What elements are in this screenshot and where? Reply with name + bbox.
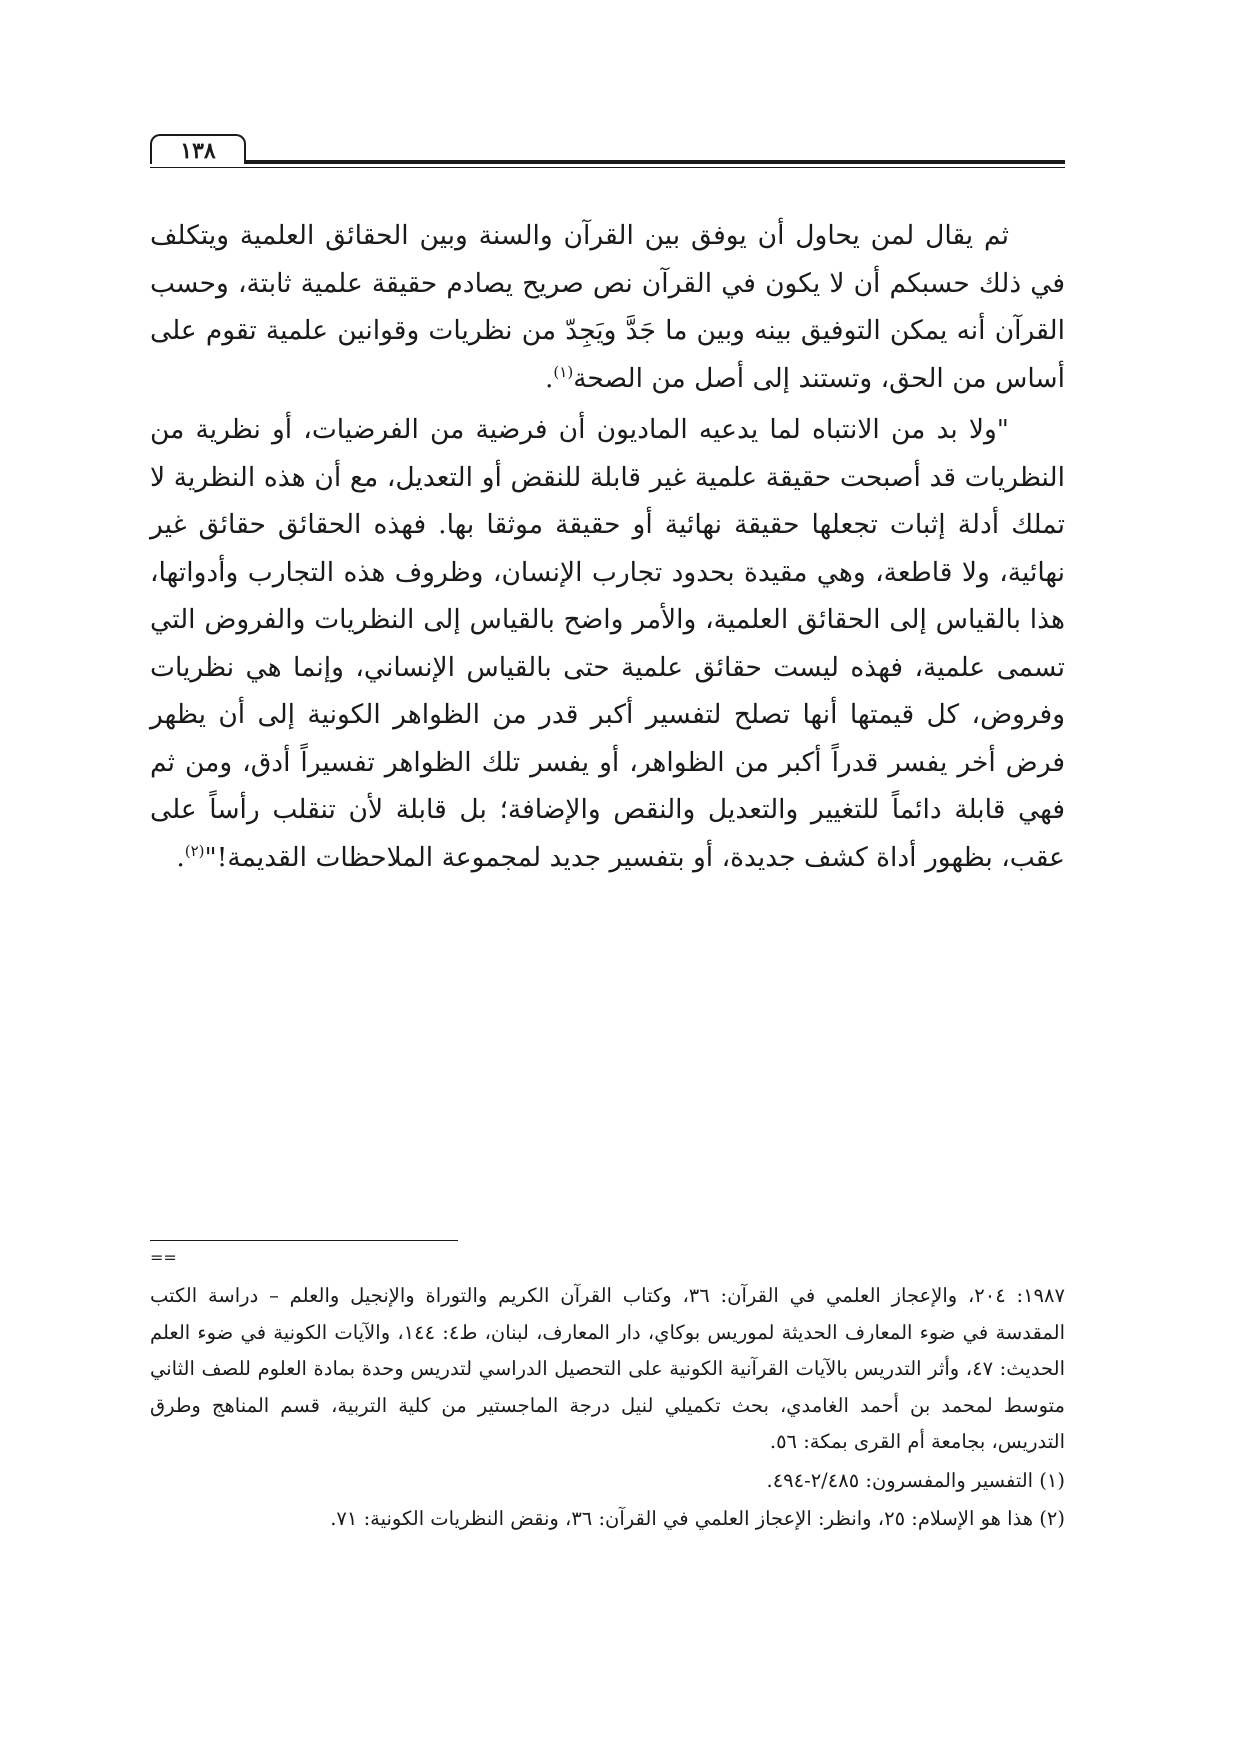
main-text xyxy=(150,212,1065,881)
footnote-2: (٢) هذا هو الإسلام: ٢٥، وانظر: الإعجاز العلمي في القرآن: ٣٦، ونقض النظريات الكونية: ٧١. xyxy=(330,1507,1065,1530)
header-rule-thick xyxy=(150,160,1065,164)
footnotes xyxy=(150,1278,1065,1538)
footnote-continuation-mark: == xyxy=(150,1248,177,1267)
footnote-1: (١) التفسير والمفسرون: ٢/٤٨٥-٤٩٤. xyxy=(766,1468,1065,1492)
paragraph-2-end: . xyxy=(176,841,185,873)
footnote-continuation: ١٩٨٧: ٢٠٤، والإعجاز العلمي في القرآن: ٣٦، وكتاب القرآن الكريم والتوراة والإنجيل والعلم – دراسة الكتب المقدسة في ضوء المعارف الحديثة لموريس بوكاي، دار المعارف، لبنان، ط٤: ١٤٤، والآيات الكونية في ضوء العلم الحديث: ٤٧، وأثر التدريس بالآيات القرآنية الكونية على التحصيل الدراسي لتدريس وحدة بمادة العلوم للصف الثاني متوسط لمحمد بن أحمد الغامدي، بحث تكميلي لنيل درجة الماجستير من كلية التربية، قسم المناهج وطرق التدريس، بجامعة أم القرى بمكة: ٥٦. xyxy=(150,1284,1065,1453)
footnote-ref-1: (١) xyxy=(553,362,574,381)
paragraph-1-end: . xyxy=(544,362,554,394)
header-rule-thin xyxy=(150,167,1065,168)
paragraph-2-text: "ولا بد من الانتباه لما يدعيه الماديون أن فرضية من الفرضيات، أو نظرية من النظريات قد أصبحت حقيقة علمية غير قابلة للنقض أو التعديل، مع أن هذه النظرية لا تملك أدلة إثبات تجعلها حقيقة نهائية أو حقيقة موثقا بها. فهذه الحقائق حقائق غير نهائية، ولا قاطعة، وهي مقيدة بحدود تجارب الإنسان، وظروف هذه التجارب وأدواتها، هذا بالقياس إلى الحقائق العلمية، والأمر واضح بالقياس إلى النظريات والفروض التي تسمى علمية، فهذه ليست حقائق علمية حتى بالقياس الإنساني، وإنما هي نظريات وفروض، كل قيمتها أنها تصلح لتفسير أكبر قدر من الظواهر الكونية إلى أن يظهر فرض أخر يفسر قدراً أكبر من الظواهر، أو يفسر تلك الظواهر تفسيراً أدق، ومن ثم فهي قابلة دائماً للتغيير والتعديل والنقص والإضافة؛ بل قابلة لأن تنقلب رأساً على عقب، بظهور أداة كشف جديدة، أو بتفسير جديد لمجموعة الملاحظات القديمة!" xyxy=(150,414,1065,873)
paragraph-1-text: ثم يقال لمن يحاول أن يوفق بين القرآن والسنة وبين الحقائق العلمية ويتكلف في ذلك حسبكم أن لا يكون في القرآن نص صريح يصادم حقيقة علمية ثابتة، وحسب القرآن أنه يمكن التوفيق بينه وبين ما جَدَّ ويَجِدّ من نظريات وقوانين علمية تقوم على أساس من الحق، وتستند إلى أصل من الصحة xyxy=(150,220,1065,394)
footnote-separator xyxy=(150,1240,458,1241)
page-number: ١٣٨ xyxy=(150,134,246,164)
footnote-ref-2: (٢) xyxy=(184,841,205,860)
page-header xyxy=(150,128,1065,168)
paragraph-1 xyxy=(150,212,1065,402)
paragraph-2 xyxy=(150,406,1065,881)
